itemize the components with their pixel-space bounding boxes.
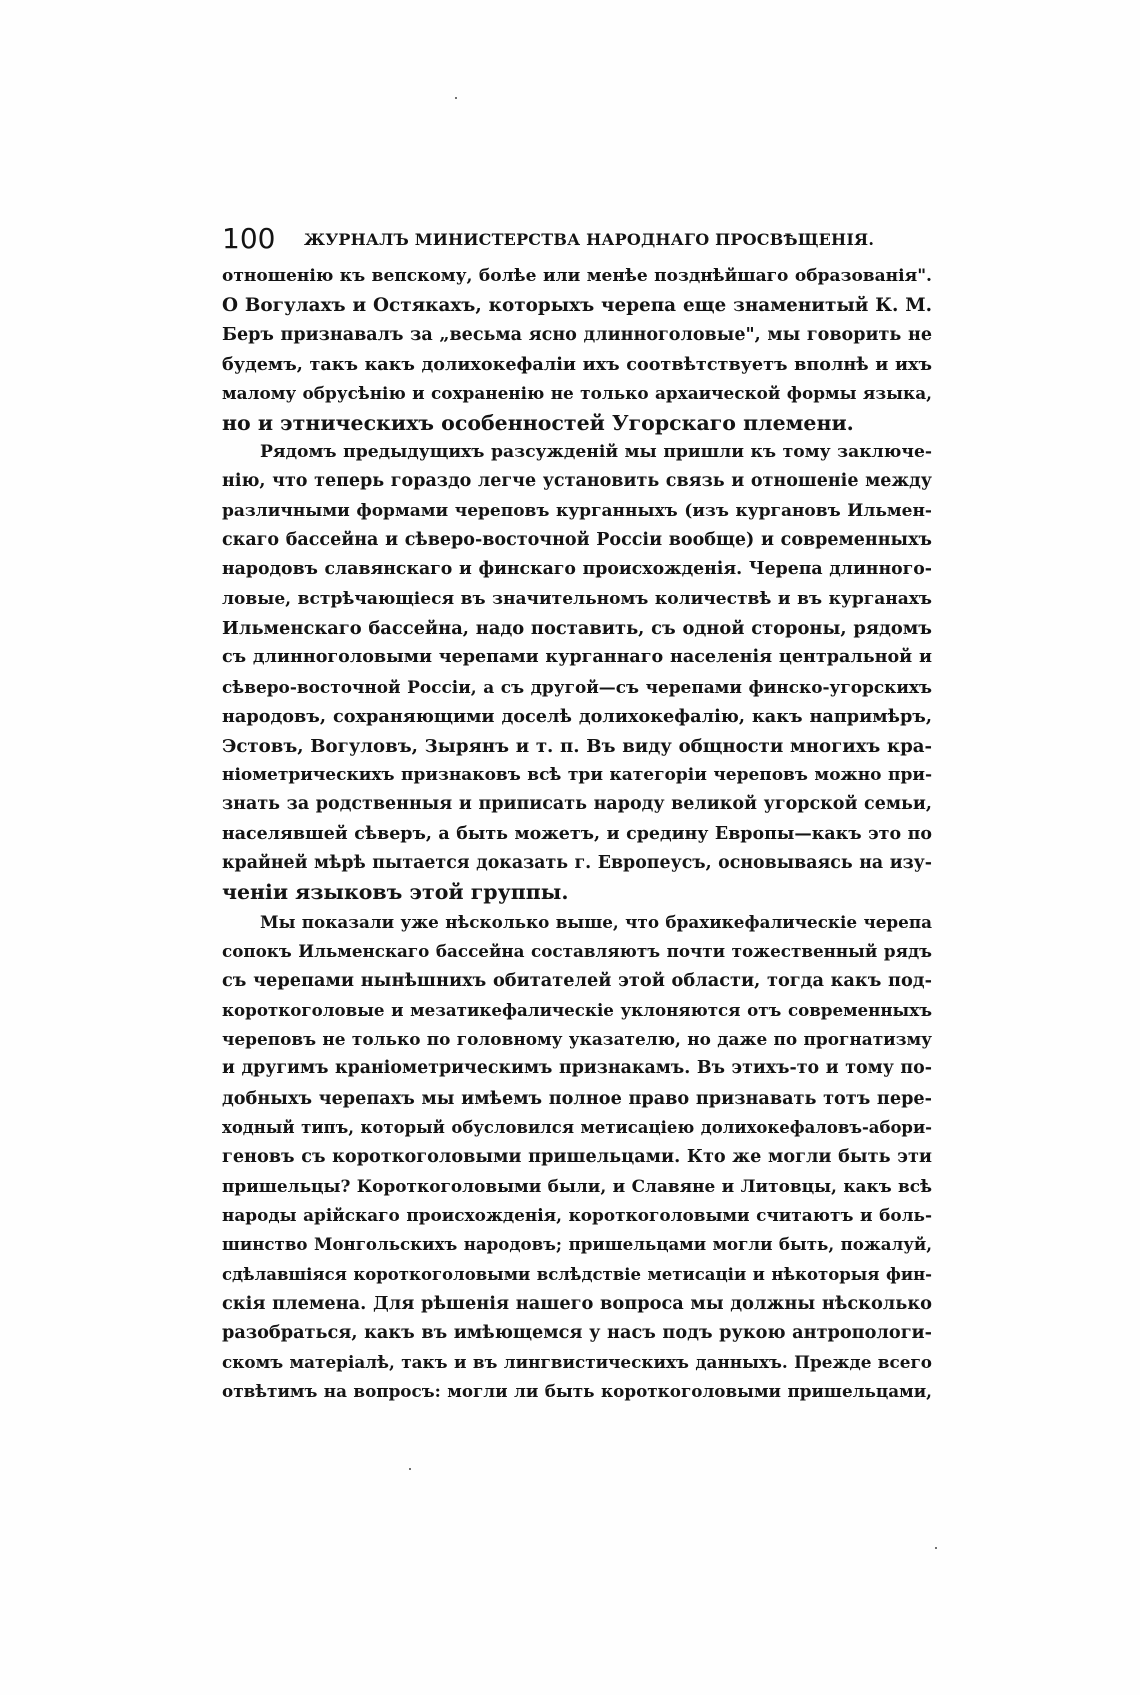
text-line: но и этническихъ особенностей Угорскаго племени. bbox=[222, 410, 854, 435]
running-title: ЖУРНАЛЪ МИНИСТЕРСТВА НАРОДНАГО ПРОСВѢЩЕНІЯ. bbox=[304, 230, 875, 249]
scan-speck bbox=[409, 1468, 411, 1470]
page-header bbox=[222, 222, 932, 256]
text-line: нію, что теперь гораздо легче установить связь и отношеніе между bbox=[222, 471, 932, 492]
scan-speck bbox=[455, 97, 457, 99]
text-line: будемъ, такъ какъ долихокефаліи ихъ соотвѣтствуетъ вполнѣ и ихъ bbox=[222, 354, 932, 376]
text-line: разобраться, какъ въ имѣющемся у насъ подъ рукою антропологи- bbox=[222, 1322, 932, 1344]
text-line: ченіи языковъ этой группы. bbox=[222, 880, 569, 905]
paragraph-1 bbox=[222, 262, 932, 438]
text-line: и другимъ краніометрическимъ признакамъ. Въ этихъ-то и тому по- bbox=[222, 1058, 932, 1079]
text-line: съ длинноголовыми черепами курганнаго населенія центральной и bbox=[222, 647, 932, 668]
text-line: отвѣтимъ на вопросъ: могли ли быть короткоголовыми пришельцами, bbox=[222, 1381, 932, 1402]
text-line: различными формами череповъ курганныхъ (изъ кургановъ Ильмен- bbox=[222, 500, 932, 521]
text-line: ходный типъ, который обусловился метисаціею долихокефаловъ-абори- bbox=[222, 1117, 932, 1137]
text-line: О Вогулахъ и Остякахъ, которыхъ черепа еще знаменитый К. М. bbox=[222, 295, 932, 317]
text-line: пришельцы? Короткоголовыми были, и Славяне и Литовцы, какъ всѣ bbox=[222, 1175, 932, 1196]
scan-speck bbox=[935, 1547, 937, 1549]
text-line: народовъ, сохраняющими доселѣ долихокефалію, какъ напримѣръ, bbox=[222, 706, 932, 728]
text-line: сдѣлавшіяся короткоголовыми вслѣдствіе метисаціи и нѣкоторыя фин- bbox=[222, 1263, 932, 1284]
text-line: короткоголовые и мезатикефалическіе уклоняются отъ современныхъ bbox=[222, 999, 932, 1020]
text-line: ніометрическихъ признаковъ всѣ три категоріи череповъ можно при- bbox=[222, 764, 932, 785]
text-line: знать за родственныя и приписать народу великой угорской семьи, bbox=[222, 794, 932, 815]
text-line: Мы показали уже нѣсколько выше, что брахикефалическіе черепа bbox=[260, 911, 932, 932]
text-line: скія племена. Для рѣшенія нашего вопроса мы должны нѣсколько bbox=[222, 1293, 932, 1315]
text-line: шинство Монгольскихъ народовъ; пришельцами могли быть, пожалуй, bbox=[222, 1234, 932, 1255]
text-line: народовъ славянскаго и финскаго происхожденія. Черепа длинного- bbox=[222, 559, 932, 580]
text-line: Ильменскаго бассейна, надо поставить, съ одной стороны, рядомъ bbox=[222, 618, 932, 640]
text-line: Эстовъ, Вогуловъ, Зырянъ и т. п. Въ виду общности многихъ кра- bbox=[222, 735, 932, 757]
text-line: съ черепами нынѣшнихъ обитателей этой области, тогда какъ под- bbox=[222, 970, 932, 992]
text-line: Рядомъ предыдущихъ разсужденій мы пришли къ тому заключе- bbox=[260, 442, 932, 463]
text-line: скомъ матеріалѣ, такъ и въ лингвистическихъ данныхъ. Прежде всего bbox=[222, 1351, 932, 1372]
text-line: ловые, встрѣчающіеся въ значительномъ количествѣ и въ курганахъ bbox=[222, 588, 932, 609]
text-line: сѣверо-восточной Россіи, а съ другой—съ черепами финско-угорскихъ bbox=[222, 676, 932, 697]
text-line: малому обрусѣнію и сохраненію не только архаической формы языка, bbox=[222, 383, 932, 404]
text-line: отношенію къ вепскому, болѣе или менѣе позднѣйшаго образованія". bbox=[222, 266, 932, 286]
text-line: Беръ признавалъ за „весьма ясно длинноголовые", мы говорить не bbox=[222, 324, 932, 345]
text-line: геновъ съ короткоголовыми пришельцами. Кто же могли быть эти bbox=[222, 1146, 932, 1168]
text-line: скаго бассейна и сѣверо-восточной Россіи вообще) и современныхъ bbox=[222, 530, 932, 551]
text-line: народы арійскаго происхожденія, короткоголовыми считаютъ и боль- bbox=[222, 1205, 932, 1225]
text-line: крайней мѣрѣ пытается доказать г. Европеусъ, основываясь на изу- bbox=[222, 852, 932, 873]
paragraph-2 bbox=[222, 438, 932, 908]
page-number: 100 bbox=[222, 222, 276, 255]
text-line: череповъ не только по головному указателю, но даже по прогнатизму bbox=[222, 1028, 932, 1049]
text-line: сопокъ Ильменскаго бассейна составляютъ почти тожественный рядъ bbox=[222, 940, 932, 961]
text-line: населявшей сѣверъ, а быть можетъ, и средину Европы—какъ это по bbox=[222, 823, 932, 844]
text-line: добныхъ черепахъ мы имѣемъ полное право признавать тотъ пере- bbox=[222, 1087, 932, 1109]
paragraph-3 bbox=[222, 908, 932, 1407]
body-text bbox=[222, 262, 932, 1406]
